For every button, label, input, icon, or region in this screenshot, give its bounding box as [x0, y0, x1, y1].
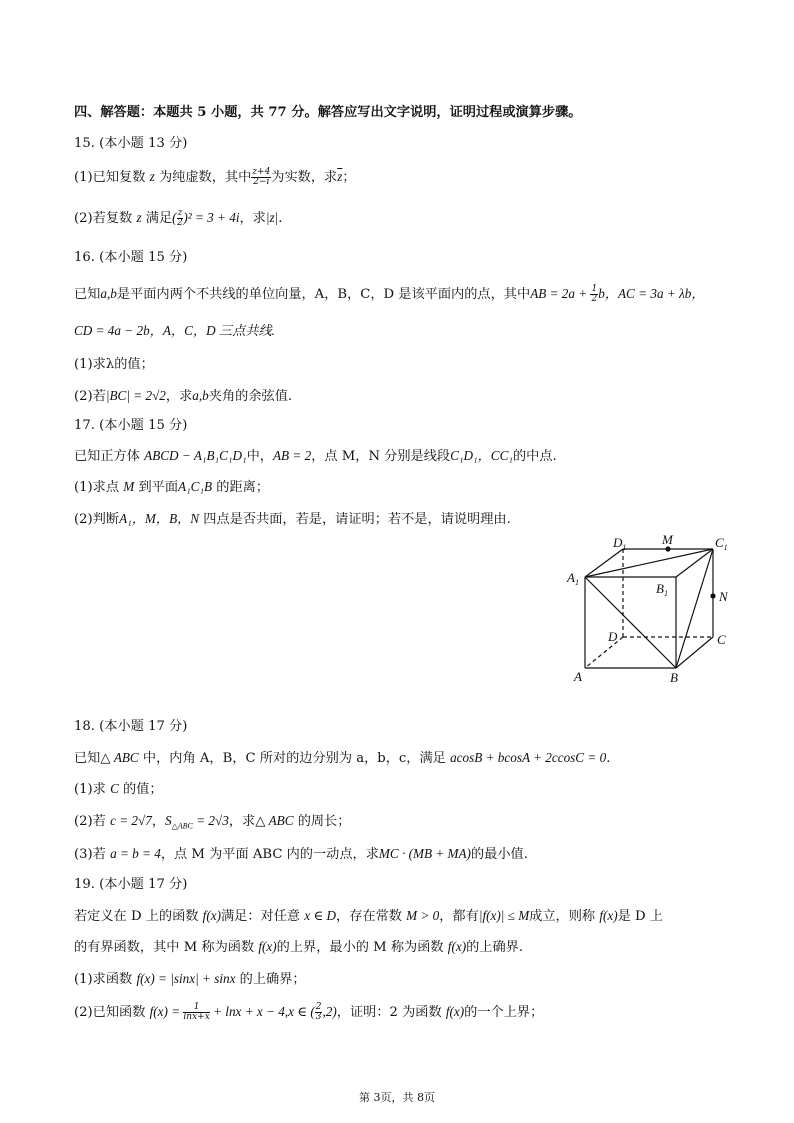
point-m: [665, 546, 670, 551]
q15-part1: (1)已知复数 z 为纯虚数，其中 $\frac{z+4}{2-i}$ 为实数，求$\overline{z}$；: [74, 167, 356, 187]
q16-line2: CD = 4a − 2b，A，C，D 三点共线.: [74, 323, 275, 338]
q18-part1: (1)求 C 的值；: [74, 781, 163, 797]
label-m: M: [662, 532, 673, 547]
q16-part2: (2)若|BC| = 2√2，求a,b夹角的余弦值.: [74, 388, 293, 404]
q19-line1: 若定义在 D 上的函数 f(x)满足：对任意 x ∈ D，存在常数 M > 0，都有|f(x)| ≤ M成立，则称 f(x)是 D 上: [74, 908, 663, 924]
section-heading: 四、解答题：本题共 5 小题，共 77 分。解答应写出文字说明，证明过程或演算步骤。: [74, 105, 582, 120]
q15-title: 15. (本小题 13 分): [74, 136, 188, 151]
q19-part1: (1)求函数 f(x) = |sinx| + sinx 的上确界；: [74, 971, 306, 987]
q18-title: 18. (本小题 17 分): [74, 719, 188, 734]
q17-line1: 已知正方体 ABCD − A₁B₁C₁D₁中，AB = 2，点 M，N 分别是线段C₁D₁，CC₁的中点.: [74, 448, 557, 464]
label-c1: $C_1$: [715, 535, 728, 552]
label-b: B: [670, 670, 678, 685]
fraction: $\frac{z+4}{2-i}$: [252, 167, 271, 187]
fraction: $\frac{2}{3}$: [315, 1002, 322, 1022]
q19-part2: (2)已知函数 f(x) = $\frac{1}{\ln x+x}$ + lnx + x − 4,x ∈ ( $\frac{2}{3}$ ,2)，证明：2 为函数 f(x)的一个上界；: [74, 1002, 544, 1022]
q18-part2: (2)若 c = 2√7，$S_{\triangle ABC} = 2√3$，求△ ABC 的周长；: [74, 813, 351, 831]
q16-line1: 已知a,b是平面内两个不共线的单位向量，A，B，C，D 是该平面内的点，其中AB = 2a + $\frac{1}{2}$ b，AC = 3a + λb，: [74, 284, 705, 304]
label-a1: $A_1$: [567, 570, 579, 587]
label-n: N: [719, 589, 728, 604]
q19-title: 19. (本小题 17 分): [74, 877, 188, 892]
page-footer: 第 3页，共 8页: [359, 1091, 435, 1104]
fraction: $\frac{1}{2}$: [591, 284, 598, 304]
q15-part2: (2)若复数 z 满足( $\frac{z}{2}$ )² = 3 + 4i，求|z|.: [74, 208, 283, 228]
label-d: D: [608, 629, 618, 644]
q17-part2: (2)判断A₁，M，B，N 四点是否共面，若是，请证明；若不是，请说明理由.: [74, 511, 511, 527]
fraction: $\frac{z}{2}$: [177, 208, 183, 228]
cube-figure: [560, 532, 740, 688]
label-c: C: [717, 632, 726, 647]
label-d1: $D_1$: [613, 535, 627, 552]
q17-part1: (1)求点 M 到平面A₁C₁B 的距离；: [74, 479, 270, 495]
diagonal-c1b: [676, 549, 713, 668]
q19-line2: 的有界函数，其中 M 称为函数 f(x)的上界，最小的 M 称为函数 f(x)的上确界.: [74, 939, 524, 955]
label-b1: $B_1$: [656, 581, 668, 598]
fraction: $\frac{1}{\ln x+x}$: [183, 1002, 210, 1022]
q18-part3: (3)若 a = b = 4，点 M 为平面 ABC 内的一动点，求MC · (MB + MA)的最小值.: [74, 846, 528, 862]
q16-part1: (1)求λ的值；: [74, 357, 154, 372]
q17-title: 17. (本小题 15 分): [74, 418, 188, 433]
q18-line1: 已知△ ABC 中，内角 A，B，C 所对的边分别为 a，b，c，满足 acosB + bcosA + 2ccosC = 0.: [74, 750, 611, 766]
point-n: [710, 593, 715, 598]
label-a: A: [574, 669, 582, 684]
edge: [676, 637, 713, 668]
q16-title: 16. (本小题 15 分): [74, 250, 188, 265]
